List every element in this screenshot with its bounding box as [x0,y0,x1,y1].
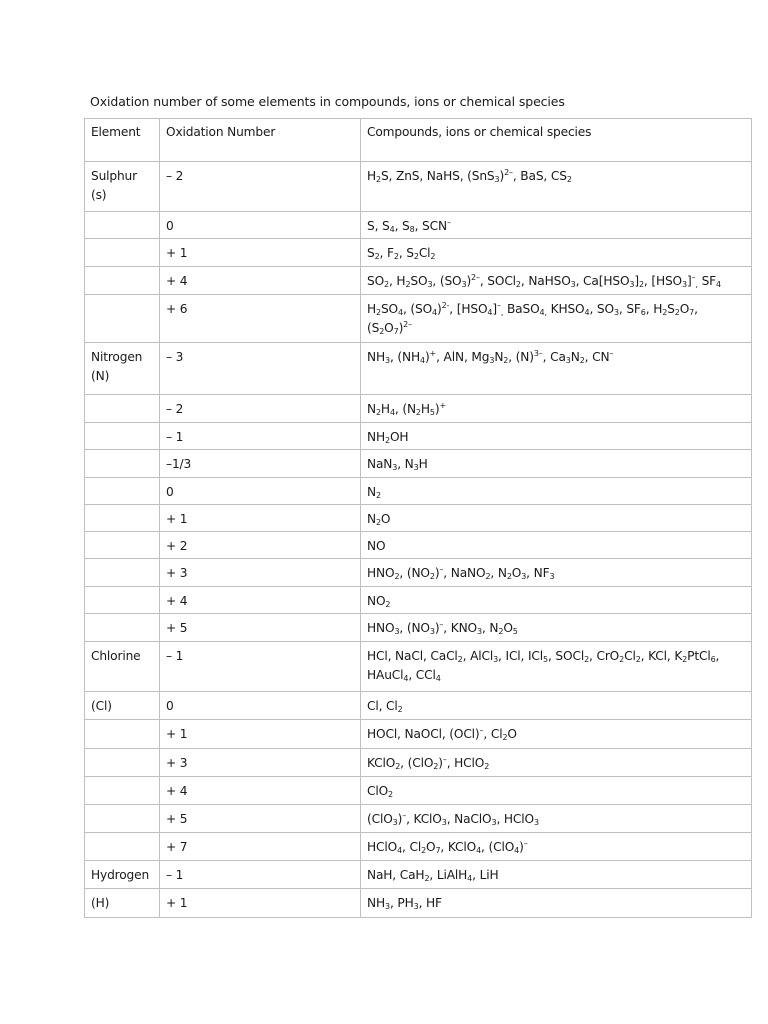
species-cell: $N_2$ [361,478,752,505]
oxidation-number-cell: – 1 [160,642,361,692]
element-cell [85,833,160,861]
element-cell: Sulphur (s) [85,162,160,212]
species-cell: $N_2H_4$, $(N_2H_5)^+$ [361,395,752,423]
element-cell [85,805,160,833]
oxidation-number-cell: + 1 [160,239,361,267]
species-cell: NaH, CaH$_2$, LiAlH$_4$, LiH [361,861,752,889]
table-row [85,239,752,267]
oxidation-number-cell: + 4 [160,777,361,805]
table-row [85,777,752,805]
table-row [85,212,752,239]
species-cell: $HNO_3$, $(NO_3)^-$, $KNO_3$, $N_2O_5$ [361,614,752,642]
table-row [85,587,752,614]
oxidation-number-cell: + 6 [160,295,361,343]
element-cell [85,450,160,478]
table-row [85,720,752,749]
species-cell: $NO_2$ [361,587,752,614]
oxidation-number-cell: –1/3 [160,450,361,478]
element-cell [85,423,160,450]
table-row [85,295,752,343]
table-row [85,505,752,532]
table-row [85,267,752,295]
species-cell: ClO$_2$ [361,777,752,805]
oxidation-number-cell: – 2 [160,162,361,212]
element-cell [85,559,160,587]
table-row [85,692,752,720]
table-row [85,423,752,450]
oxidation-number-cell: – 1 [160,423,361,450]
table-body [85,162,752,918]
element-cell [85,720,160,749]
element-cell [85,587,160,614]
oxidation-number-table [84,118,752,918]
table-row [85,861,752,889]
table-row [85,450,752,478]
oxidation-number-cell: + 4 [160,587,361,614]
table-row [85,559,752,587]
element-cell [85,505,160,532]
oxidation-number-cell: + 5 [160,805,361,833]
species-cell: $SO_2$, $H_2SO_3$, $(SO_3)^{2-}$, SOCl$_2$, NaHSO$_3$, $Ca[HSO_3]_2$, $[HSO_3]^-_,$ $SF_4$ [361,267,752,295]
oxidation-number-cell: + 2 [160,532,361,559]
oxidation-number-cell: 0 [160,478,361,505]
table-row [85,749,752,777]
species-cell: $H_2S$, ZnS, NaHS, $(SnS_3)^{2-}$, BaS, $CS_2$ [361,162,752,212]
oxidation-number-cell: + 1 [160,720,361,749]
table-row [85,889,752,918]
oxidation-number-cell: + 5 [160,614,361,642]
oxidation-number-cell: – 2 [160,395,361,423]
oxidation-number-cell: 0 [160,692,361,720]
species-cell: $S_2$, $F_2$, $S_2Cl_2$ [361,239,752,267]
table-row [85,478,752,505]
element-cell [85,295,160,343]
element-cell [85,267,160,295]
element-cell: (Cl) [85,692,160,720]
oxidation-number-cell: + 7 [160,833,361,861]
species-cell: NO [361,532,752,559]
element-cell: Nitrogen (N) [85,343,160,395]
table-row [85,395,752,423]
oxidation-number-cell: – 1 [160,861,361,889]
species-cell: KClO$_2$, (ClO$_2$)–, HClO$_2$ [361,749,752,777]
oxidation-number-cell: + 1 [160,889,361,918]
species-cell: Cl, $Cl_2$ [361,692,752,720]
header-species: Compounds, ions or chemical species [361,119,752,162]
header-element: Element [85,119,160,162]
species-cell: NaN$_3$, $N_3H$ [361,450,752,478]
table-row [85,343,752,395]
element-cell [85,749,160,777]
element-cell: Chlorine [85,642,160,692]
element-cell: (H) [85,889,160,918]
oxidation-number-cell: 0 [160,212,361,239]
species-cell: $HNO_2$, $(NO_2)^-$, NaNO$_2$, $N_2O_3$, $NF_3$ [361,559,752,587]
element-cell: Hydrogen [85,861,160,889]
element-cell [85,532,160,559]
species-cell: $H_2SO_4$, $(SO_4)^{2-}$, $[HSO_4]^-_,$ BaSO$_{4,}$ $KHSO_4$, $SO_3$, $SF_6$, $H_2S_2O_7$, $(S_2O_7)^{2-}$ [361,295,752,343]
element-cell [85,478,160,505]
species-cell: (ClO$_3$)–, KClO$_3$, NaClO$_3$, HClO$_3$ [361,805,752,833]
species-cell: HOCl, NaOCl, (OCl)–, $Cl_2O$ [361,720,752,749]
header-oxidation-number: Oxidation Number [160,119,361,162]
element-cell [85,777,160,805]
oxidation-number-cell: – 3 [160,343,361,395]
table-row [85,642,752,692]
element-cell [85,239,160,267]
oxidation-number-cell: + 3 [160,559,361,587]
species-cell: $NH_2OH$ [361,423,752,450]
table-caption: Oxidation number of some elements in compounds, ions or chemical species [90,94,565,109]
species-cell: $NH_3$, $PH_3$, HF [361,889,752,918]
oxidation-number-cell: + 4 [160,267,361,295]
table-row [85,805,752,833]
table-header-row [85,119,752,162]
species-cell: HCl, NaCl, CaCl$_2$, AlCl$_3$, ICl, ICl$_5$, SOCl$_2$, $CrO_2Cl_2$, KCl, $K_2PtCl_6$, HAuCl$_4$, CCl$_4$ [361,642,752,692]
oxidation-number-cell: + 3 [160,749,361,777]
table-row [85,162,752,212]
table-row [85,614,752,642]
species-cell: $N_2O$ [361,505,752,532]
table-row [85,532,752,559]
table-row [85,833,752,861]
element-cell [85,395,160,423]
species-cell: S, $S_4$, $S_8$, SCN– [361,212,752,239]
oxidation-number-cell: + 1 [160,505,361,532]
species-cell: HClO$_4$, $Cl_2O_7$, KClO$_4$, (ClO$_4$)– [361,833,752,861]
element-cell [85,614,160,642]
element-cell [85,212,160,239]
species-cell: $NH_3$, $(NH_4)^+$, AlN, $Mg_3N_2$, $(N)^{3-}$, $Ca_3N_2$, CN– [361,343,752,395]
